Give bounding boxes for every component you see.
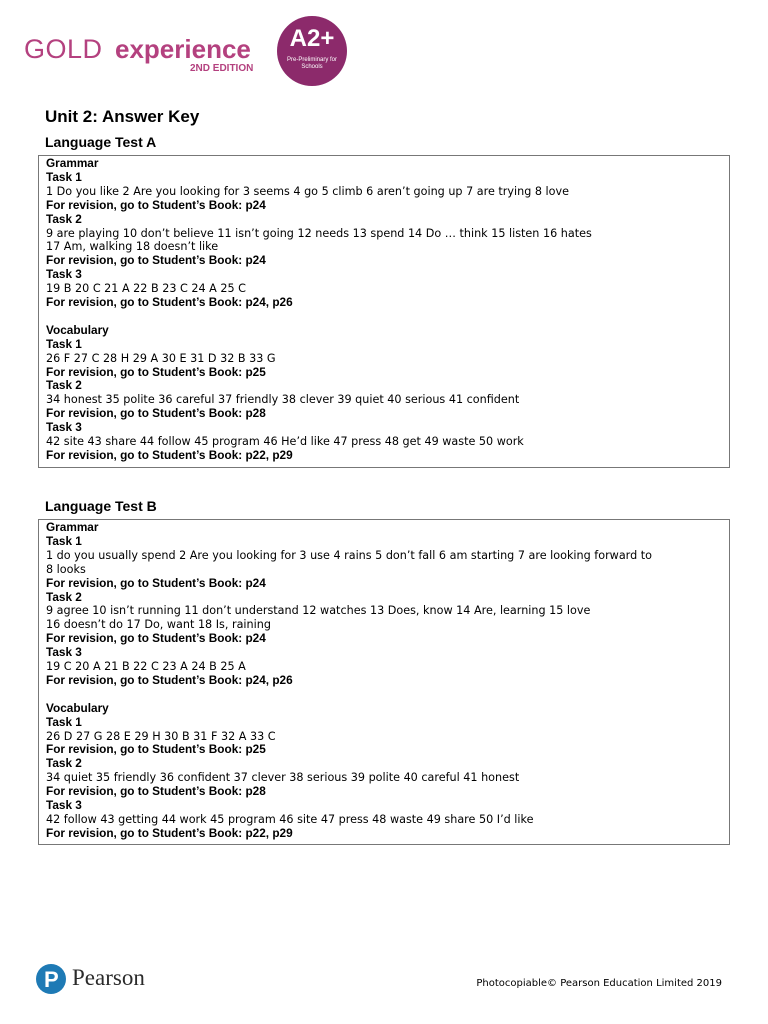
answer-line: 19 C 20 A 21 B 22 C 23 A 24 B 25 A bbox=[46, 660, 246, 674]
answer-line: 16 doesn’t do 17 Do, want 18 Is, raining bbox=[46, 618, 271, 632]
revision-note: For revision, go to Student’s Book: p24, p26 bbox=[46, 295, 293, 310]
answer-line: 26 F 27 C 28 H 29 A 30 E 31 D 32 B 33 G bbox=[46, 351, 276, 365]
task-heading: Task 1 bbox=[46, 169, 82, 184]
revision-note: For revision, go to Student’s Book: p22, p29 bbox=[46, 825, 293, 840]
task-heading: Grammar bbox=[46, 520, 99, 534]
answer-box-test-b bbox=[38, 519, 730, 845]
pearson-p-letter: P bbox=[44, 967, 59, 992]
task-heading: Task 1 bbox=[46, 714, 82, 729]
brand-gold-text: GOLD bbox=[24, 34, 103, 64]
answer-line: 34 honest 35 polite 36 careful 37 friendly 38 clever 39 quiet 40 serious 41 confident bbox=[46, 393, 520, 407]
answer-line: 9 agree 10 isn’t running 11 don’t understand 12 watches 13 Does, know 14 Are, learning 15 love bbox=[46, 604, 591, 618]
copyright-notice: Photocopiable© Pearson Education Limited 2019 bbox=[476, 978, 722, 989]
pearson-wordmark: Pearson bbox=[72, 965, 145, 990]
section-title-test-a: Language Test A bbox=[45, 134, 157, 150]
revision-note: For revision, go to Student’s Book: p24 bbox=[46, 253, 266, 268]
revision-note: For revision, go to Student’s Book: p24 bbox=[46, 631, 266, 646]
task-heading: Task 2 bbox=[46, 378, 82, 393]
task-heading: Task 3 bbox=[46, 645, 82, 660]
task-heading: Task 3 bbox=[46, 420, 82, 435]
header bbox=[24, 14, 364, 94]
task-heading: Task 1 bbox=[46, 336, 82, 351]
level-label: A2+ bbox=[289, 25, 335, 52]
task-heading: Task 2 bbox=[46, 211, 82, 226]
answer-line: 34 quiet 35 friendly 36 confident 37 clever 38 serious 39 polite 40 careful 41 honest bbox=[46, 771, 520, 785]
level-sub-label: Pre-Preliminary for Schools bbox=[286, 57, 337, 70]
pearson-p-icon bbox=[36, 964, 66, 994]
task-heading: Vocabulary bbox=[46, 700, 109, 715]
answer-line: 26 D 27 G 28 E 29 H 30 B 31 F 32 A 33 C bbox=[46, 729, 276, 743]
section-spacer bbox=[46, 688, 722, 702]
task-heading: Grammar bbox=[46, 156, 99, 170]
task-heading: Task 3 bbox=[46, 798, 82, 813]
revision-note: For revision, go to Student’s Book: p25 bbox=[46, 364, 266, 379]
task-heading: Task 2 bbox=[46, 589, 82, 604]
task-heading: Vocabulary bbox=[46, 322, 109, 337]
task-heading: Task 2 bbox=[46, 756, 82, 771]
answer-line: 9 are playing 10 don’t believe 11 isn’t going 12 needs 13 spend 14 Do … think 15 listen 16 hates bbox=[46, 226, 592, 240]
edition-label: 2ND EDITION bbox=[190, 63, 254, 74]
answer-line: 1 do you usually spend 2 Are you looking for 3 use 4 rains 5 don’t fall 6 am starting 7 are looking forward to bbox=[46, 548, 652, 562]
answer-line: 17 Am, walking 18 doesn’t like bbox=[46, 240, 219, 254]
task-heading: Task 1 bbox=[46, 533, 82, 548]
answer-line: 8 looks bbox=[46, 562, 86, 576]
revision-note: For revision, go to Student’s Book: p28 bbox=[46, 784, 266, 799]
answer-line: 42 site 43 share 44 follow 45 program 46 He’d like 47 press 48 get 49 waste 50 work bbox=[46, 435, 524, 449]
pearson-logo bbox=[36, 963, 176, 999]
revision-note: For revision, go to Student’s Book: p24 bbox=[46, 197, 266, 212]
section-spacer bbox=[46, 310, 722, 324]
page-title: Unit 2: Answer Key bbox=[45, 107, 200, 126]
level-badge bbox=[277, 16, 347, 86]
task-heading: Task 3 bbox=[46, 267, 82, 282]
section-title-test-b: Language Test B bbox=[45, 498, 157, 514]
revision-note: For revision, go to Student’s Book: p28 bbox=[46, 406, 266, 421]
revision-note: For revision, go to Student’s Book: p24 bbox=[46, 575, 266, 590]
revision-note: For revision, go to Student’s Book: p22, p29 bbox=[46, 448, 293, 463]
revision-note: For revision, go to Student’s Book: p24, p26 bbox=[46, 672, 293, 687]
answer-line: 1 Do you like 2 Are you looking for 3 seems 4 go 5 climb 6 aren’t going up 7 are trying 8 love bbox=[46, 184, 569, 198]
answer-line: 19 B 20 C 21 A 22 B 23 C 24 A 25 C bbox=[46, 282, 246, 296]
revision-note: For revision, go to Student’s Book: p25 bbox=[46, 742, 266, 757]
answer-box-test-a bbox=[38, 155, 730, 468]
brand-experience-text: experience bbox=[115, 34, 251, 64]
answer-line: 42 follow 43 getting 44 work 45 program 46 site 47 press 48 waste 49 share 50 I’d like bbox=[46, 813, 534, 827]
